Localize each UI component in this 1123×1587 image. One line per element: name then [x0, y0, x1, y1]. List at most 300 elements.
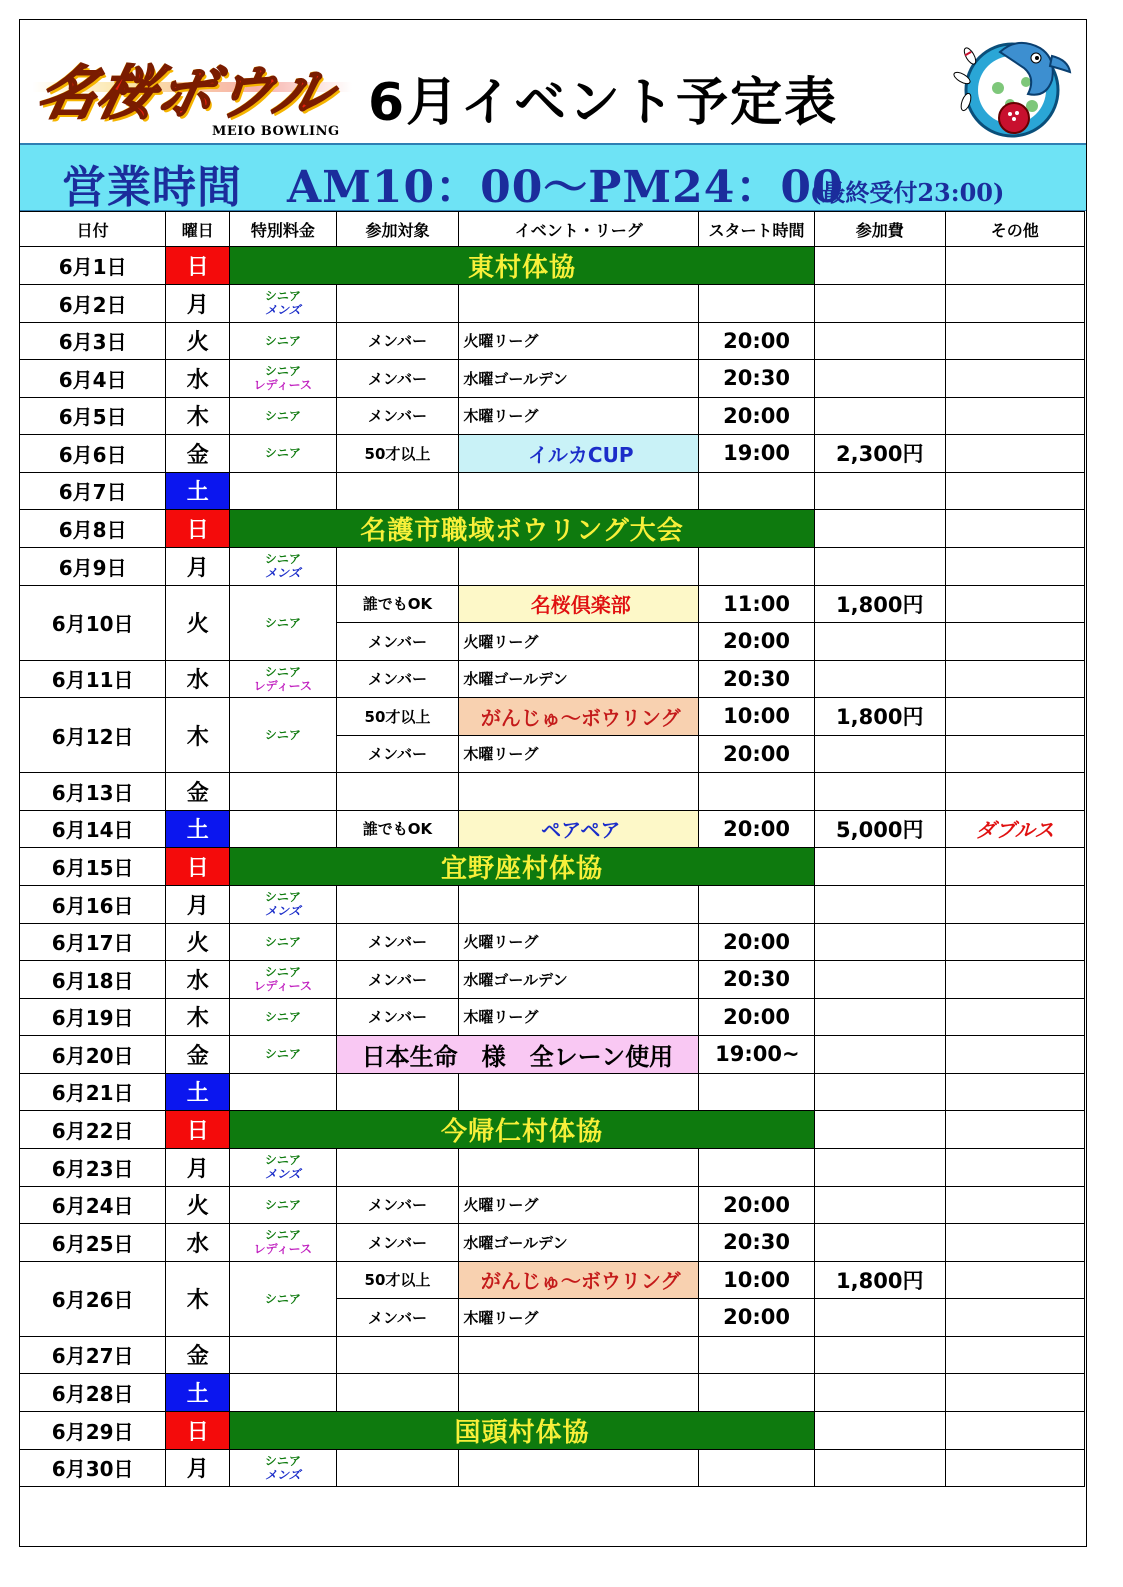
table-row	[20, 886, 1085, 924]
fee-cell: 2,300円	[814, 435, 945, 473]
special-fee-cell	[230, 923, 337, 961]
special-senior-label: シニア	[264, 615, 301, 630]
special-fee-cell	[230, 397, 337, 435]
target-cell: メンバー	[336, 623, 459, 661]
target-cell	[336, 773, 459, 811]
fee-cell	[814, 1186, 945, 1224]
fee-cell	[814, 548, 945, 586]
column-header-date: 日付	[20, 212, 166, 247]
special-senior-label: シニア	[264, 1153, 301, 1168]
target-cell: メンバー	[336, 1224, 459, 1262]
special-fee-cell	[230, 360, 337, 398]
start-time-cell	[699, 1336, 815, 1374]
table-row	[20, 1224, 1085, 1262]
event-cell: 水曜ゴールデン	[459, 1224, 699, 1262]
event-cell: がんじゅ～ボウリング	[459, 698, 699, 736]
dow-cell: 火	[166, 322, 230, 360]
fee-cell: 5,000円	[814, 810, 945, 848]
fee-cell	[814, 247, 945, 285]
target-cell	[336, 1149, 459, 1187]
special-fee-cell	[230, 961, 337, 999]
fee-cell	[814, 1411, 945, 1449]
fee-cell	[814, 735, 945, 773]
fee-cell	[814, 1374, 945, 1412]
fee-cell: 1,800円	[814, 585, 945, 623]
date-cell: 6月29日	[20, 1411, 166, 1449]
fee-cell	[814, 1224, 945, 1262]
table-row	[20, 435, 1085, 473]
event-cell	[459, 1449, 699, 1487]
column-header-special-fee: 特別料金	[230, 212, 337, 247]
business-hours-bar	[20, 143, 1086, 211]
target-cell: メンバー	[336, 923, 459, 961]
start-time-cell	[699, 773, 815, 811]
table-row	[20, 247, 1085, 285]
event-cell	[459, 285, 699, 323]
other-cell	[945, 1073, 1084, 1111]
start-time-cell: 20:30	[699, 660, 815, 698]
special-mens-label: メンズ	[265, 904, 301, 919]
table-row	[20, 1261, 1085, 1299]
table-row	[20, 548, 1085, 586]
special-fee-cell	[230, 585, 337, 660]
event-cell	[459, 548, 699, 586]
dow-cell: 木	[166, 998, 230, 1036]
column-header-target: 参加対象	[336, 212, 459, 247]
date-cell: 6月27日	[20, 1336, 166, 1374]
fee-cell	[814, 886, 945, 924]
date-cell: 6月16日	[20, 886, 166, 924]
other-cell	[945, 510, 1084, 548]
fee-cell	[814, 998, 945, 1036]
date-cell: 6月23日	[20, 1149, 166, 1187]
date-cell: 6月13日	[20, 773, 166, 811]
special-fee-cell	[230, 1261, 337, 1336]
table-row	[20, 585, 1085, 623]
fee-cell	[814, 1299, 945, 1337]
dow-cell: 日	[166, 510, 230, 548]
page-title: 6月イベント予定表	[368, 73, 839, 133]
other-cell: ダブルス	[945, 810, 1084, 848]
special-fee-cell	[230, 1186, 337, 1224]
dow-cell: 金	[166, 1036, 230, 1074]
special-fee-cell	[230, 1224, 337, 1262]
table-row	[20, 810, 1085, 848]
special-fee-cell	[230, 1336, 337, 1374]
table-row	[20, 397, 1085, 435]
dow-cell: 水	[166, 961, 230, 999]
fee-cell	[814, 285, 945, 323]
column-header-event: イベント・リーグ	[459, 212, 699, 247]
target-cell	[336, 1374, 459, 1412]
special-fee-cell	[230, 773, 337, 811]
other-cell	[945, 1149, 1084, 1187]
table-row	[20, 510, 1085, 548]
other-cell	[945, 698, 1084, 736]
event-cell	[459, 1073, 699, 1111]
other-cell	[945, 585, 1084, 623]
start-time-cell	[699, 1449, 815, 1487]
other-cell	[945, 998, 1084, 1036]
event-cell: 水曜ゴールデン	[459, 360, 699, 398]
dow-cell: 木	[166, 698, 230, 773]
dow-cell: 日	[166, 1111, 230, 1149]
table-row	[20, 660, 1085, 698]
special-ladies-label: レディース	[253, 979, 313, 994]
event-cell	[459, 472, 699, 510]
date-cell: 6月21日	[20, 1073, 166, 1111]
start-time-cell: 20:00	[699, 397, 815, 435]
target-cell: メンバー	[336, 1186, 459, 1224]
date-cell: 6月9日	[20, 548, 166, 586]
target-cell: メンバー	[336, 322, 459, 360]
fee-cell	[814, 1336, 945, 1374]
other-cell	[945, 923, 1084, 961]
date-cell: 6月14日	[20, 810, 166, 848]
start-time-cell: 10:00	[699, 698, 815, 736]
other-cell	[945, 886, 1084, 924]
other-cell	[945, 1261, 1084, 1299]
event-cell: 火曜リーグ	[459, 623, 699, 661]
table-row	[20, 360, 1085, 398]
date-cell: 6月12日	[20, 698, 166, 773]
special-senior-label: シニア	[264, 1453, 301, 1468]
dow-cell: 日	[166, 848, 230, 886]
other-cell	[945, 397, 1084, 435]
schedule-page	[19, 19, 1087, 1547]
start-time-cell	[699, 886, 815, 924]
start-time-cell: 20:30	[699, 360, 815, 398]
date-cell: 6月30日	[20, 1449, 166, 1487]
target-cell: メンバー	[336, 360, 459, 398]
column-header-other: その他	[945, 212, 1084, 247]
date-cell: 6月15日	[20, 848, 166, 886]
event-cell: 火曜リーグ	[459, 1186, 699, 1224]
target-cell	[336, 1336, 459, 1374]
special-ladies-label: レディース	[253, 1242, 313, 1257]
fee-cell	[814, 773, 945, 811]
fee-cell	[814, 322, 945, 360]
dow-cell: 土	[166, 810, 230, 848]
dow-cell: 金	[166, 435, 230, 473]
special-fee-cell	[230, 1374, 337, 1412]
other-cell	[945, 961, 1084, 999]
target-cell: メンバー	[336, 660, 459, 698]
special-ladies-label: レディース	[253, 678, 313, 693]
special-senior-label: シニア	[264, 289, 301, 304]
event-banner: 国頭村体協	[230, 1411, 815, 1449]
event-cell: 木曜リーグ	[459, 1299, 699, 1337]
special-senior-label: シニア	[264, 1009, 301, 1024]
dow-cell: 月	[166, 1449, 230, 1487]
date-cell: 6月11日	[20, 660, 166, 698]
special-fee-cell	[230, 285, 337, 323]
table-row	[20, 285, 1085, 323]
special-mens-label: メンズ	[265, 1167, 301, 1182]
dow-cell: 水	[166, 360, 230, 398]
special-senior-label: シニア	[264, 890, 301, 905]
special-fee-cell	[230, 435, 337, 473]
logo-text: 名桜ボウル	[31, 59, 340, 127]
special-fee-cell	[230, 660, 337, 698]
start-time-cell	[699, 1374, 815, 1412]
other-cell	[945, 660, 1084, 698]
dow-cell: 日	[166, 1411, 230, 1449]
event-cell	[459, 886, 699, 924]
header	[20, 20, 1086, 143]
special-senior-label: シニア	[264, 552, 301, 567]
target-cell: メンバー	[336, 397, 459, 435]
special-fee-cell	[230, 886, 337, 924]
table-row	[20, 1186, 1085, 1224]
other-cell	[945, 435, 1084, 473]
target-cell: 誰でもOK	[336, 810, 459, 848]
start-time-cell: 19:00	[699, 435, 815, 473]
logo	[32, 42, 352, 142]
special-fee-cell	[230, 548, 337, 586]
table-row	[20, 998, 1085, 1036]
date-cell: 6月8日	[20, 510, 166, 548]
start-time-cell: 20:00	[699, 1299, 815, 1337]
fee-cell: 1,800円	[814, 1261, 945, 1299]
date-cell: 6月20日	[20, 1036, 166, 1074]
special-mens-label: メンズ	[265, 1467, 301, 1482]
other-cell	[945, 1224, 1084, 1262]
special-fee-cell	[230, 472, 337, 510]
date-cell: 6月3日	[20, 322, 166, 360]
start-time-cell: 11:00	[699, 585, 815, 623]
target-cell	[336, 1449, 459, 1487]
start-time-cell	[699, 472, 815, 510]
other-cell	[945, 1036, 1084, 1074]
event-cell	[459, 773, 699, 811]
event-cell: 火曜リーグ	[459, 322, 699, 360]
start-time-cell: 20:30	[699, 961, 815, 999]
date-cell: 6月2日	[20, 285, 166, 323]
target-cell: メンバー	[336, 998, 459, 1036]
table-row	[20, 961, 1085, 999]
start-time-cell: 20:00	[699, 322, 815, 360]
event-cell	[459, 1374, 699, 1412]
table-row	[20, 923, 1085, 961]
schedule-table	[19, 211, 1085, 1487]
dow-cell: 木	[166, 397, 230, 435]
fee-cell	[814, 1073, 945, 1111]
start-time-cell: 20:00	[699, 923, 815, 961]
fee-cell	[814, 360, 945, 398]
dow-cell: 火	[166, 923, 230, 961]
table-row	[20, 1073, 1085, 1111]
dow-cell: 金	[166, 773, 230, 811]
event-banner: 宜野座村体協	[230, 848, 815, 886]
column-header-fee: 参加費	[814, 212, 945, 247]
fee-cell	[814, 961, 945, 999]
date-cell: 6月4日	[20, 360, 166, 398]
table-row	[20, 322, 1085, 360]
table-row	[20, 1449, 1085, 1487]
other-cell	[945, 848, 1084, 886]
dow-cell: 土	[166, 1374, 230, 1412]
special-fee-cell	[230, 322, 337, 360]
dow-cell: 土	[166, 1073, 230, 1111]
special-fee-cell	[230, 1036, 337, 1074]
other-cell	[945, 1411, 1084, 1449]
date-cell: 6月22日	[20, 1111, 166, 1149]
special-mens-label: メンズ	[265, 566, 301, 581]
dow-cell: 土	[166, 472, 230, 510]
event-cell: 水曜ゴールデン	[459, 660, 699, 698]
event-banner: 東村体協	[230, 247, 815, 285]
column-header-dow: 曜日	[166, 212, 230, 247]
target-cell: メンバー	[336, 961, 459, 999]
start-time-cell: 20:30	[699, 1224, 815, 1262]
fee-cell	[814, 1149, 945, 1187]
other-cell	[945, 623, 1084, 661]
table-row	[20, 698, 1085, 736]
event-cell: 水曜ゴールデン	[459, 961, 699, 999]
table-row	[20, 1111, 1085, 1149]
other-cell	[945, 322, 1084, 360]
special-senior-label: シニア	[264, 664, 301, 679]
fee-cell	[814, 623, 945, 661]
other-cell	[945, 247, 1084, 285]
table-row	[20, 1036, 1085, 1074]
target-cell	[336, 548, 459, 586]
dow-cell: 月	[166, 886, 230, 924]
table-row	[20, 1411, 1085, 1449]
fee-cell	[814, 923, 945, 961]
event-cell: ペアペア	[459, 810, 699, 848]
target-cell: 50才以上	[336, 1261, 459, 1299]
other-cell	[945, 1299, 1084, 1337]
fee-cell	[814, 1111, 945, 1149]
other-cell	[945, 285, 1084, 323]
start-time-cell: 20:00	[699, 1186, 815, 1224]
special-senior-label: シニア	[264, 1228, 301, 1243]
dow-cell: 金	[166, 1336, 230, 1374]
event-cell: 木曜リーグ	[459, 397, 699, 435]
start-time-cell: 10:00	[699, 1261, 815, 1299]
special-fee-cell	[230, 698, 337, 773]
table-row	[20, 472, 1085, 510]
table-row	[20, 773, 1085, 811]
fee-cell	[814, 472, 945, 510]
event-cell: 火曜リーグ	[459, 923, 699, 961]
special-senior-label: シニア	[264, 364, 301, 379]
date-cell: 6月19日	[20, 998, 166, 1036]
fee-cell	[814, 510, 945, 548]
target-cell	[336, 285, 459, 323]
special-fee-cell	[230, 1449, 337, 1487]
logo-subtitle: MEIO BOWLING	[212, 124, 340, 139]
fee-cell	[814, 848, 945, 886]
other-cell	[945, 360, 1084, 398]
fee-cell: 1,800円	[814, 698, 945, 736]
event-cell: 日本生命 様 全レーン使用	[336, 1036, 699, 1074]
target-cell	[336, 886, 459, 924]
date-cell: 6月6日	[20, 435, 166, 473]
special-senior-label: シニア	[264, 1197, 301, 1212]
special-senior-label: シニア	[264, 728, 301, 742]
fee-cell	[814, 397, 945, 435]
event-banner: 名護市職域ボウリング大会	[230, 510, 815, 548]
start-time-cell: 19:00~	[699, 1036, 815, 1074]
fee-cell	[814, 1036, 945, 1074]
last-reception-note: (最終受付23:00)	[810, 178, 1005, 207]
fee-cell	[814, 660, 945, 698]
target-cell: メンバー	[336, 1299, 459, 1337]
target-cell	[336, 1073, 459, 1111]
date-cell: 6月25日	[20, 1224, 166, 1262]
other-cell	[945, 1336, 1084, 1374]
date-cell: 6月7日	[20, 472, 166, 510]
special-mens-label: メンズ	[265, 303, 301, 318]
dow-cell: 月	[166, 285, 230, 323]
dow-cell: 水	[166, 660, 230, 698]
target-cell: メンバー	[336, 735, 459, 773]
start-time-cell	[699, 1073, 815, 1111]
special-fee-cell	[230, 810, 337, 848]
start-time-cell	[699, 1149, 815, 1187]
special-fee-cell	[230, 1149, 337, 1187]
special-senior-label: シニア	[264, 965, 301, 980]
special-senior-label: シニア	[264, 1291, 301, 1306]
business-hours: 営業時間 AM10：00～PM24：00	[62, 162, 844, 213]
target-cell: 50才以上	[336, 435, 459, 473]
other-cell	[945, 735, 1084, 773]
other-cell	[945, 773, 1084, 811]
date-cell: 6月1日	[20, 247, 166, 285]
special-fee-cell	[230, 1073, 337, 1111]
dow-cell: 月	[166, 548, 230, 586]
table-row	[20, 1149, 1085, 1187]
start-time-cell	[699, 548, 815, 586]
dow-cell: 日	[166, 247, 230, 285]
other-cell	[945, 1111, 1084, 1149]
special-fee-cell	[230, 998, 337, 1036]
other-cell	[945, 548, 1084, 586]
date-cell: 6月26日	[20, 1261, 166, 1336]
date-cell: 6月10日	[20, 585, 166, 660]
dow-cell: 火	[166, 1186, 230, 1224]
special-ladies-label: レディース	[253, 378, 313, 393]
table-row	[20, 1374, 1085, 1412]
table-header-row	[20, 212, 1085, 247]
target-cell: 50才以上	[336, 698, 459, 736]
dow-cell: 木	[166, 1261, 230, 1336]
start-time-cell: 20:00	[699, 735, 815, 773]
other-cell	[945, 472, 1084, 510]
dow-cell: 火	[166, 585, 230, 660]
start-time-cell: 20:00	[699, 810, 815, 848]
event-banner: 今帰仁村体協	[230, 1111, 815, 1149]
fee-cell	[814, 1449, 945, 1487]
table-row	[20, 1336, 1085, 1374]
start-time-cell: 20:00	[699, 623, 815, 661]
date-cell: 6月17日	[20, 923, 166, 961]
target-cell: 誰でもOK	[336, 585, 459, 623]
start-time-cell: 20:00	[699, 998, 815, 1036]
target-cell	[336, 472, 459, 510]
date-cell: 6月28日	[20, 1374, 166, 1412]
date-cell: 6月5日	[20, 397, 166, 435]
special-senior-label: シニア	[264, 1047, 301, 1062]
dow-cell: 水	[166, 1224, 230, 1262]
special-senior-label: シニア	[264, 333, 301, 348]
event-cell: 木曜リーグ	[459, 998, 699, 1036]
other-cell	[945, 1449, 1084, 1487]
special-senior-label: シニア	[264, 408, 301, 423]
